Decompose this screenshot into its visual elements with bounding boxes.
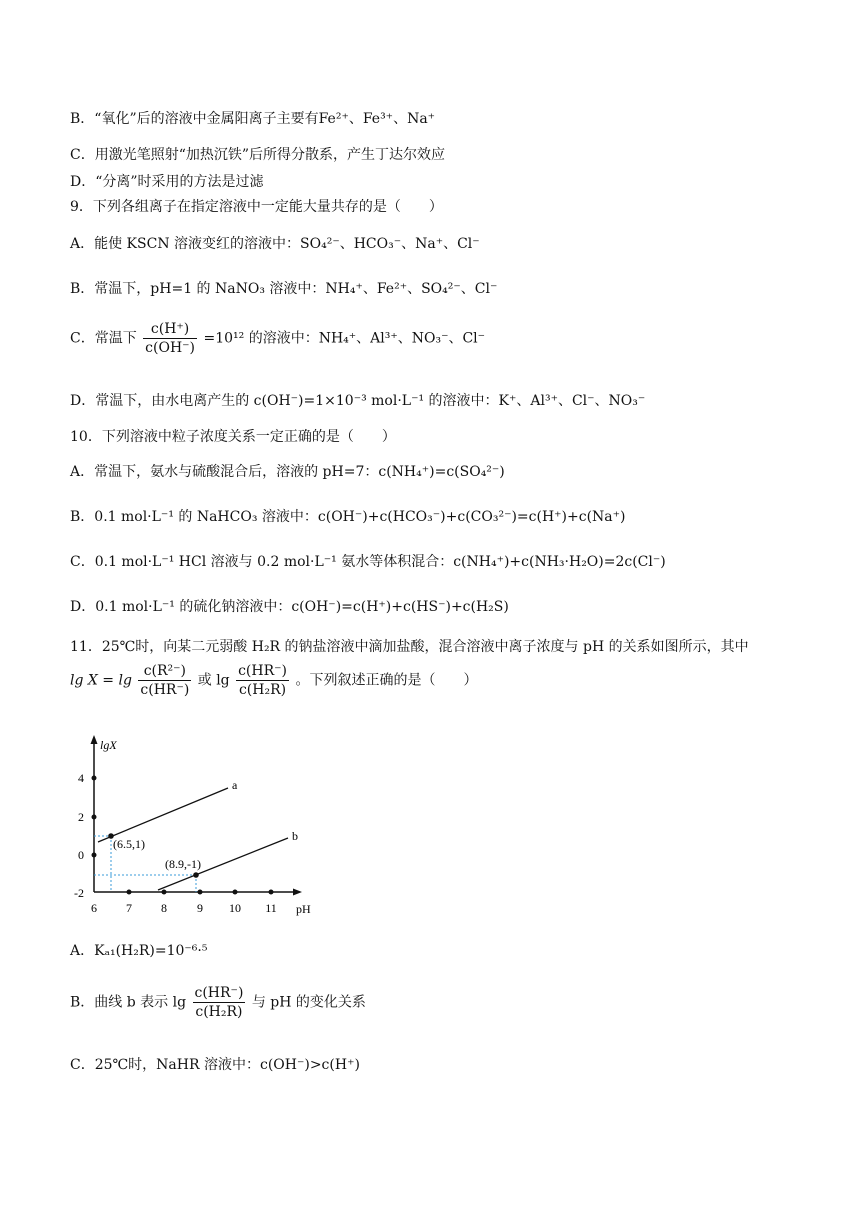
option-10a: A．常温下，氨水与硫酸混合后，溶液的 pH=7：c(NH₄⁺)=c(SO₄²⁻) (70, 464, 505, 480)
fraction-numerator: c(R²⁻) (143, 663, 186, 679)
option-9d: D．常温下，由水电离产生的 c(OH⁻)=1×10⁻³ mol·L⁻¹ 的溶液中：K⁺、Al³⁺、Cl⁻、NO₃⁻ (70, 393, 646, 409)
point-b-label: (8.9,-1) (165, 857, 201, 871)
x-axis-label: pH (296, 902, 311, 916)
line-a-label: a (232, 778, 238, 792)
y-tick-dot (92, 853, 97, 858)
lgx-ph-graph (70, 735, 330, 920)
fraction-denominator: c(OH⁻) (145, 340, 196, 356)
formula-fraction-2 (236, 662, 289, 699)
point-a-label: (6.5,1) (113, 837, 145, 851)
option-9c (70, 320, 485, 357)
option-9b: B．常温下，pH=1 的 NaNO₃ 溶液中：NH₄⁺、Fe²⁺、SO₄²⁻、Cl⁻ (70, 281, 498, 297)
line-a (98, 788, 228, 842)
question-11: 11．25℃时，向某二元弱酸 H₂R 的钠盐溶液中滴加盐酸，混合溶液中离子浓度与 pH 的关系如图所示，其中 (70, 639, 749, 655)
option-11c: C．25℃时，NaHR 溶液中：c(OH⁻)>c(H⁺) (70, 1057, 360, 1073)
y-tick-label: 4 (78, 771, 84, 785)
fraction-denominator: c(HR⁻) (140, 682, 190, 698)
option-11b (70, 984, 366, 1021)
x-tick-label: 7 (126, 901, 132, 915)
y-tick-label: 2 (78, 810, 84, 824)
fraction-numerator: c(H⁺) (150, 321, 190, 337)
x-tick-label: 8 (161, 901, 167, 915)
line-b-label: b (292, 829, 298, 843)
y-axis-arrow (91, 735, 98, 744)
fraction-denominator: c(H₂R) (238, 682, 287, 698)
option-9c-prefix: C．常温下 (70, 330, 137, 347)
option-11b-suffix: 与 pH 的变化关系 (251, 994, 366, 1011)
formula-prefix: lg X = lg (70, 672, 132, 689)
fraction-numerator: c(HR⁻) (194, 985, 244, 1001)
option-8c: C．用激光笔照射“加热沉铁”后所得分散系，产生丁达尔效应 (70, 147, 446, 163)
x-tick-dot (162, 890, 167, 895)
option-10c: C．0.1 mol·L⁻¹ HCl 溶液与 0.2 mol·L⁻¹ 氨水等体积混合：c(NH₄⁺)+c(NH₃·H₂O)=2c(Cl⁻) (70, 554, 666, 570)
x-axis-arrow (293, 889, 302, 896)
formula-suffix: 。下列叙述正确的是（ ） (295, 672, 478, 689)
option-9a: A．能使 KSCN 溶液变红的溶液中：SO₄²⁻、HCO₃⁻、Na⁺、Cl⁻ (70, 236, 480, 252)
x-tick-label: 9 (197, 901, 203, 915)
option-11a: A．Kₐ₁(H₂R)=10⁻⁶·⁵ (70, 943, 208, 959)
option-9c-fraction (143, 320, 197, 357)
fraction-numerator: c(HR⁻) (238, 663, 287, 679)
point-b (193, 872, 199, 878)
x-tick-label: 11 (265, 901, 277, 915)
option-10d: D．0.1 mol·L⁻¹ 的硫化钠溶液中：c(OH⁻)=c(H⁺)+c(HS⁻)+c(H₂S) (70, 599, 509, 615)
x-tick-dot (127, 890, 132, 895)
x-tick-label: 10 (229, 901, 241, 915)
option-8d: D．“分离”时采用的方法是过滤 (70, 174, 264, 190)
formula-or: 或 lg (197, 672, 230, 689)
y-axis-label: lgX (100, 738, 117, 752)
option-11b-prefix: B．曲线 b 表示 lg (70, 994, 187, 1011)
y-tick-label: -2 (74, 886, 84, 900)
x-tick-dot (269, 890, 274, 895)
y-tick-label: 0 (78, 848, 84, 862)
y-tick-dot (92, 776, 97, 781)
question-11-formula (70, 662, 477, 699)
option-10b: B．0.1 mol·L⁻¹ 的 NaHCO₃ 溶液中：c(OH⁻)+c(HCO₃⁻)+c(CO₃²⁻)=c(H⁺)+c(Na⁺) (70, 509, 626, 525)
x-tick-label: 6 (91, 901, 97, 915)
question-9: 9．下列各组离子在指定溶液中一定能大量共存的是（ ） (70, 199, 443, 215)
y-tick-dot (92, 815, 97, 820)
option-11b-fraction (193, 984, 246, 1021)
fraction-denominator: c(H₂R) (195, 1004, 243, 1020)
x-tick-dot (198, 890, 203, 895)
formula-fraction-1 (138, 662, 191, 699)
option-8b: B．“氧化”后的溶液中金属阳离子主要有Fe²⁺、Fe³⁺、Na⁺ (70, 111, 436, 127)
question-10: 10．下列溶液中粒子浓度关系一定正确的是（ ） (70, 429, 396, 445)
x-tick-dot (233, 890, 238, 895)
option-9c-suffix: =10¹² 的溶液中：NH₄⁺、Al³⁺、NO₃⁻、Cl⁻ (203, 330, 486, 347)
